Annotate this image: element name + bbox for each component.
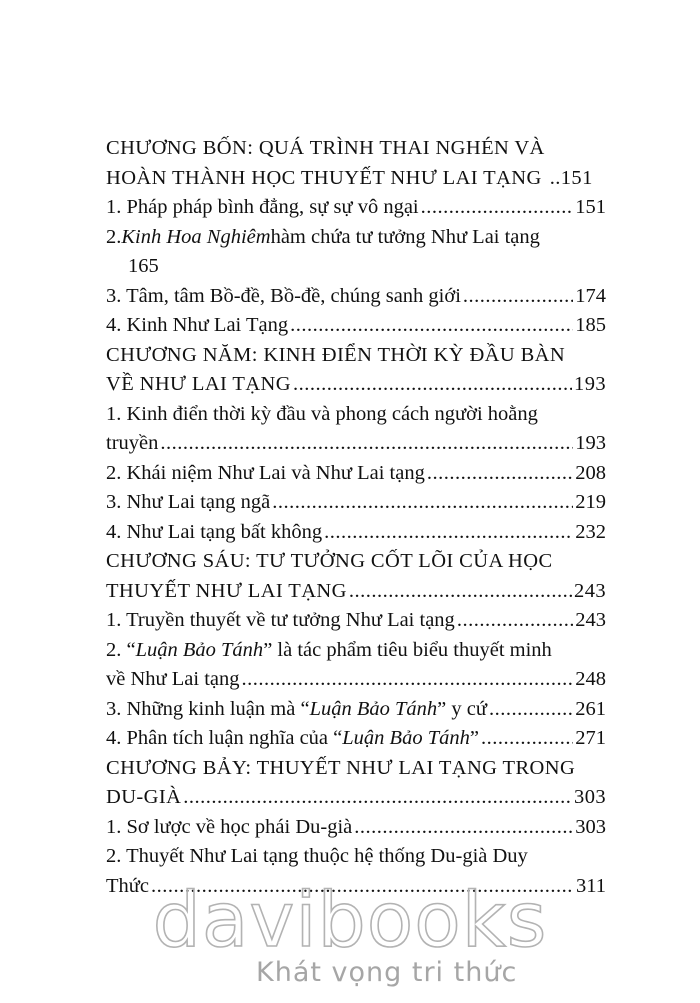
- dot-leader: [481, 724, 573, 754]
- page-number: 232: [575, 520, 606, 543]
- toc-entry-continuation: [106, 252, 606, 282]
- chapter-5-title-line-1: CHƯƠNG NĂM: KINH ĐIỂN THỜI KỲ ĐẦU BÀN: [106, 343, 566, 366]
- dot-leader: [457, 606, 573, 636]
- dot-leader: [427, 459, 573, 489]
- watermark-brand: davibooks: [152, 875, 548, 964]
- page-number: 303: [575, 815, 606, 838]
- page-number: 165: [128, 255, 159, 277]
- toc-entry: 1. Truyền thuyết về tư tưởng Như Lai tạng ..... 243: [106, 606, 606, 636]
- dot-leader: [293, 370, 572, 400]
- table-of-contents: [106, 134, 606, 901]
- toc-entry: 1. Pháp pháp bình đẳng, sự sự vô ngại ..... 151: [106, 193, 606, 223]
- dot-leader: [421, 193, 574, 223]
- toc-entry-continuation: truyền ..... 193: [106, 429, 606, 459]
- dot-leader: [183, 783, 572, 813]
- page-number: 243: [575, 609, 606, 631]
- chapter-7-title-line-1: CHƯƠNG BẢY: THUYẾT NHƯ LAI TẠNG TRONG: [106, 756, 576, 779]
- toc-entry: 2. Khái niệm Như Lai và Như Lai tạng ..... 208: [106, 459, 606, 489]
- toc-entry-continuation: Thức ..... 311: [106, 872, 606, 902]
- toc-entry-continuation: về Như Lai tạng ..... 248: [106, 665, 606, 695]
- dot-leader: [354, 813, 573, 843]
- chapter-7-title-line-2: DU-GIÀ ..... 303: [106, 783, 606, 813]
- page-number: 174: [575, 284, 606, 307]
- dot-leader: [242, 665, 574, 695]
- page-number: 151: [575, 196, 606, 218]
- dot-leader: [290, 311, 573, 341]
- dot-leader: [272, 488, 573, 518]
- page-number: 185: [575, 314, 606, 336]
- page-number: 193: [575, 432, 606, 454]
- page-number: 151: [560, 166, 593, 189]
- toc-entry: 3. Những kinh luận mà “ Luận Bảo Tánh ” y cứ ..... 261: [106, 695, 606, 725]
- toc-entry: 1. Sơ lược về học phái Du-già ..... 303: [106, 813, 606, 843]
- page-number: 208: [575, 461, 606, 484]
- page-number: 243: [574, 579, 606, 602]
- dot-leader: [349, 577, 572, 607]
- page-number: 261: [575, 697, 606, 720]
- toc-entry: 2. “ Luận Bảo Tánh ” là tác phẩm tiêu biểu thuyết minh: [106, 638, 552, 661]
- page-number: 248: [575, 668, 606, 690]
- dot-leader: [463, 282, 573, 312]
- dot-leader: [160, 429, 573, 459]
- toc-entry: 4. Phân tích luận nghĩa của “ Luận Bảo Tánh ” ..... 271: [106, 724, 606, 754]
- dot-leader: [324, 518, 573, 548]
- chapter-4-title-line-1: CHƯƠNG BỐN: QUÁ TRÌNH THAI NGHÉN VÀ: [106, 137, 545, 159]
- toc-entry: 3. Tâm, tâm Bồ-đề, Bồ-đề, chúng sanh giới ..... 174: [106, 282, 606, 312]
- chapter-6-title-line-2: THUYẾT NHƯ LAI TẠNG ..... 243: [106, 577, 606, 607]
- dot-leader: [489, 695, 573, 725]
- chapter-6-title-line-1: CHƯƠNG SÁU: TƯ TƯỞNG CỐT LÕI CỦA HỌC: [106, 550, 553, 572]
- page-number: 311: [576, 874, 606, 897]
- toc-entry: 4. Như Lai tạng bất không ..... 232: [106, 518, 606, 548]
- watermark-slogan: Khát vọng tri thức: [256, 957, 518, 988]
- toc-entry: 3. Như Lai tạng ngã ..... 219: [106, 488, 606, 518]
- toc-entry: 2. Kinh Hoa Nghiêm hàm chứa tư tưởng Như Lai tạng: [106, 225, 540, 248]
- chapter-4-title-line-2: HOÀN THÀNH HỌC THUYẾT NHƯ LAI TẠNG .. 151: [106, 164, 606, 194]
- page-number: 193: [574, 373, 606, 395]
- page-number: 271: [575, 727, 606, 749]
- page-number: 219: [575, 491, 606, 513]
- page-number: 303: [574, 786, 606, 808]
- toc-entry: 2. Thuyết Như Lai tạng thuộc hệ thống Du-già Duy: [106, 845, 528, 867]
- chapter-5-title-line-2: VỀ NHƯ LAI TẠNG ..... 193: [106, 370, 606, 400]
- toc-entry: 4. Kinh Như Lai Tạng ..... 185: [106, 311, 606, 341]
- toc-entry: 1. Kinh điển thời kỳ đầu và phong cách người hoằng: [106, 402, 538, 425]
